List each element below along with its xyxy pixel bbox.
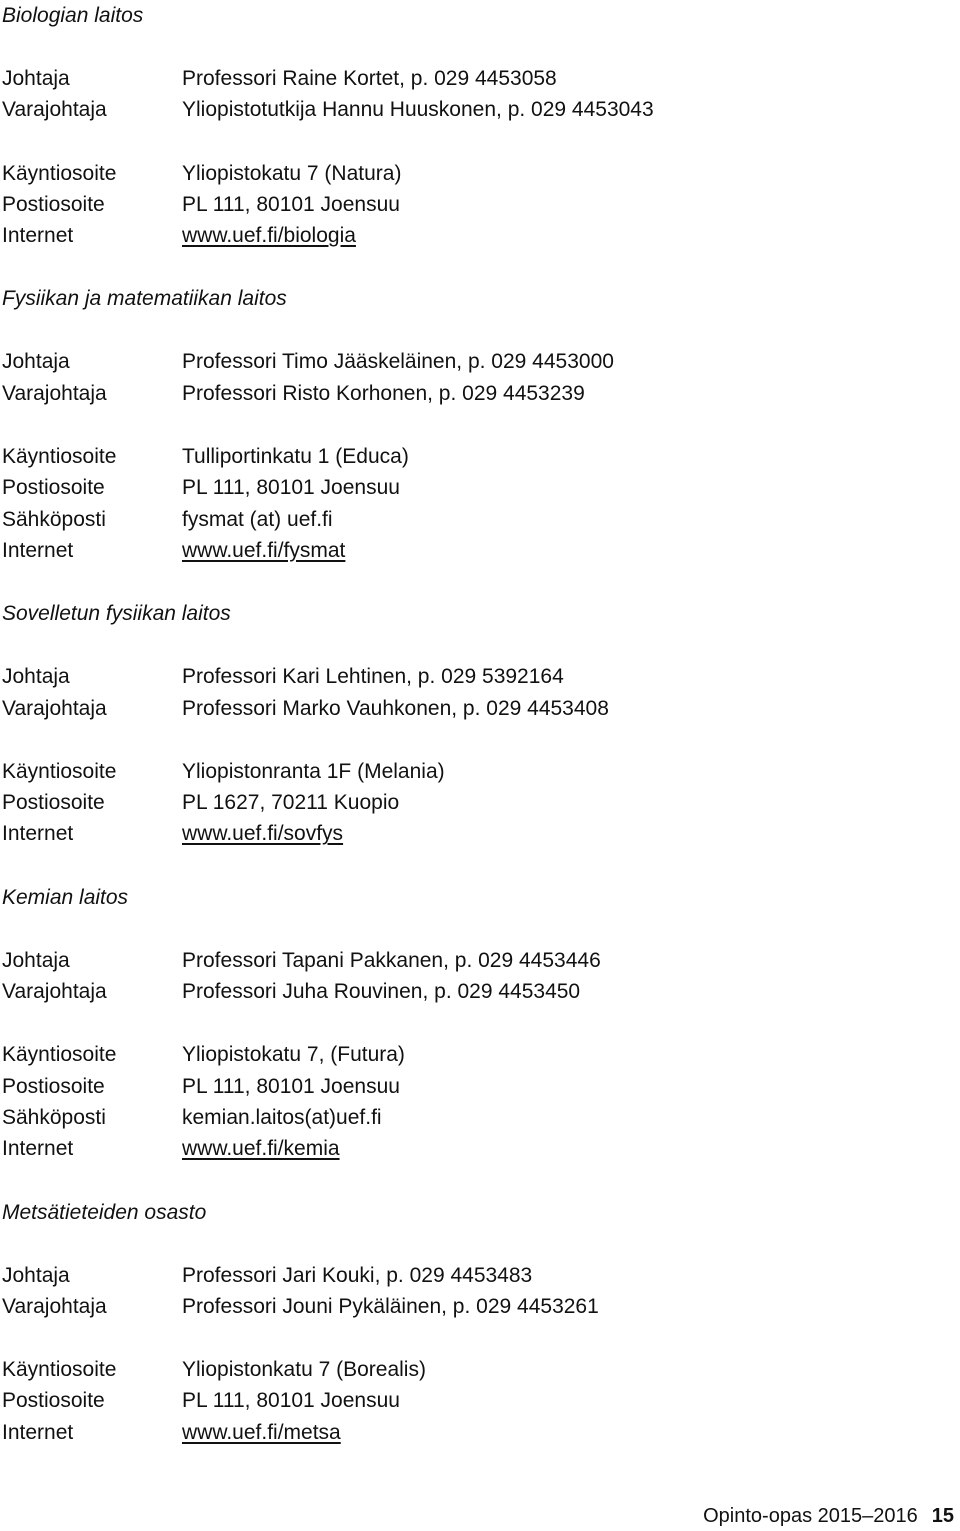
contact-row-visiting-address — [2, 158, 952, 189]
row-label: Johtaja — [2, 350, 70, 374]
department-title: Metsätieteiden osasto — [2, 1200, 207, 1224]
contact-row-postal-address — [2, 189, 952, 220]
row-label: Johtaja — [2, 1263, 70, 1287]
page-number: 15 — [931, 1505, 954, 1527]
contact-row-email — [2, 1102, 952, 1133]
row-label: Postiosoite — [2, 476, 105, 500]
row-value: PL 111, 80101 Joensuu — [182, 1389, 400, 1413]
leader-row-director — [2, 945, 952, 976]
contact-row-postal-address — [2, 787, 952, 818]
contact-row-postal-address — [2, 1071, 952, 1102]
document-page — [2, 0, 952, 1448]
row-label: Varajohtaja — [2, 980, 107, 1004]
website-link[interactable]: www.uef.fi/biologia — [182, 224, 356, 248]
row-label: Postiosoite — [2, 791, 105, 815]
row-label: Käyntiosoite — [2, 1043, 117, 1067]
contact-row-internet — [2, 818, 952, 849]
row-label: Internet — [2, 822, 74, 846]
row-label: Sähköposti — [2, 507, 106, 531]
row-label: Varajohtaja — [2, 98, 107, 122]
row-label: Internet — [2, 1420, 74, 1444]
contact-row-visiting-address — [2, 1039, 952, 1070]
contact-row-postal-address — [2, 472, 952, 503]
row-label: Käyntiosoite — [2, 161, 117, 185]
row-value: Professori Timo Jääskeläinen, p. 029 4453000 — [182, 350, 614, 374]
leader-row-director — [2, 346, 952, 377]
row-value: Professori Risto Korhonen, p. 029 4453239 — [182, 381, 585, 405]
row-label: Käyntiosoite — [2, 445, 117, 469]
website-link[interactable]: www.uef.fi/kemia — [182, 1137, 340, 1161]
row-value: Professori Raine Kortet, p. 029 4453058 — [182, 67, 557, 90]
publication-title: Opinto-opas 2015–2016 — [703, 1505, 918, 1527]
department-title: Sovelletun fysiikan laitos — [2, 602, 231, 626]
row-value: Professori Kari Lehtinen, p. 029 5392164 — [182, 665, 564, 689]
leader-row-director — [2, 661, 952, 692]
row-value: Yliopistokatu 7 (Natura) — [182, 161, 402, 185]
row-label: Sähköposti — [2, 1105, 106, 1129]
row-label: Johtaja — [2, 67, 70, 90]
row-label: Postiosoite — [2, 1074, 105, 1098]
row-value: Professori Jari Kouki, p. 029 4453483 — [182, 1263, 533, 1287]
row-label: Käyntiosoite — [2, 759, 117, 783]
row-value: Professori Tapani Pakkanen, p. 029 4453446 — [182, 948, 601, 972]
row-value: PL 111, 80101 Joensuu — [182, 476, 400, 500]
row-label: Internet — [2, 224, 74, 248]
row-value: Yliopistokatu 7, (Futura) — [182, 1043, 405, 1067]
row-value: PL 111, 80101 Joensuu — [182, 192, 400, 216]
website-link[interactable]: www.uef.fi/sovfys — [182, 822, 344, 846]
contact-row-internet — [2, 535, 952, 566]
row-value: PL 111, 80101 Joensuu — [182, 1074, 400, 1098]
leader-row-director — [2, 63, 952, 94]
row-value: PL 1627, 70211 Kuopio — [182, 791, 400, 815]
leader-row-deputy — [2, 693, 952, 724]
row-value: Professori Jouni Pykäläinen, p. 029 4453261 — [182, 1294, 599, 1318]
department-title: Kemian laitos — [2, 885, 129, 909]
row-value: Tulliportinkatu 1 (Educa) — [182, 445, 409, 469]
page-footer — [703, 1501, 954, 1531]
department-title: Fysiikan ja matematiikan laitos — [2, 287, 287, 311]
email-address: kemian.laitos(at)uef.fi — [182, 1105, 382, 1129]
contact-row-internet — [2, 1417, 952, 1448]
leader-row-deputy — [2, 94, 952, 125]
row-label: Internet — [2, 538, 74, 562]
row-label: Varajohtaja — [2, 381, 107, 405]
email-address: fysmat (at) uef.fi — [182, 507, 333, 531]
row-value: Yliopistonkatu 7 (Borealis) — [182, 1358, 426, 1382]
department-section — [2, 882, 952, 1197]
department-section — [2, 283, 952, 598]
row-label: Postiosoite — [2, 1389, 105, 1413]
row-label: Varajohtaja — [2, 696, 107, 720]
leader-row-deputy — [2, 378, 952, 409]
row-label: Postiosoite — [2, 192, 105, 216]
row-label: Käyntiosoite — [2, 1358, 117, 1382]
row-label: Johtaja — [2, 948, 70, 972]
row-value: Professori Juha Rouvinen, p. 029 4453450 — [182, 980, 581, 1004]
department-section — [2, 1197, 952, 1448]
row-value: Professori Marko Vauhkonen, p. 029 4453408 — [182, 696, 609, 720]
department-section — [2, 0, 952, 283]
contact-row-internet — [2, 220, 952, 251]
contact-row-internet — [2, 1133, 952, 1164]
row-label: Internet — [2, 1137, 74, 1161]
row-value: Yliopistotutkija Hannu Huuskonen, p. 029 4453043 — [182, 98, 654, 122]
contact-row-visiting-address — [2, 756, 952, 787]
leader-row-director — [2, 1260, 952, 1291]
website-link[interactable]: www.uef.fi/metsa — [182, 1420, 341, 1444]
contact-row-email — [2, 504, 952, 535]
contact-row-postal-address — [2, 1385, 952, 1416]
row-label: Varajohtaja — [2, 1294, 107, 1318]
leader-row-deputy — [2, 1291, 952, 1322]
row-label: Johtaja — [2, 665, 70, 689]
department-title: Biologian laitos — [2, 4, 144, 27]
row-value: Yliopistonranta 1F (Melania) — [182, 759, 445, 783]
contact-row-visiting-address — [2, 1354, 952, 1385]
website-link[interactable]: www.uef.fi/fysmat — [182, 538, 346, 562]
department-section — [2, 598, 952, 881]
leader-row-deputy — [2, 976, 952, 1007]
contact-row-visiting-address — [2, 441, 952, 472]
